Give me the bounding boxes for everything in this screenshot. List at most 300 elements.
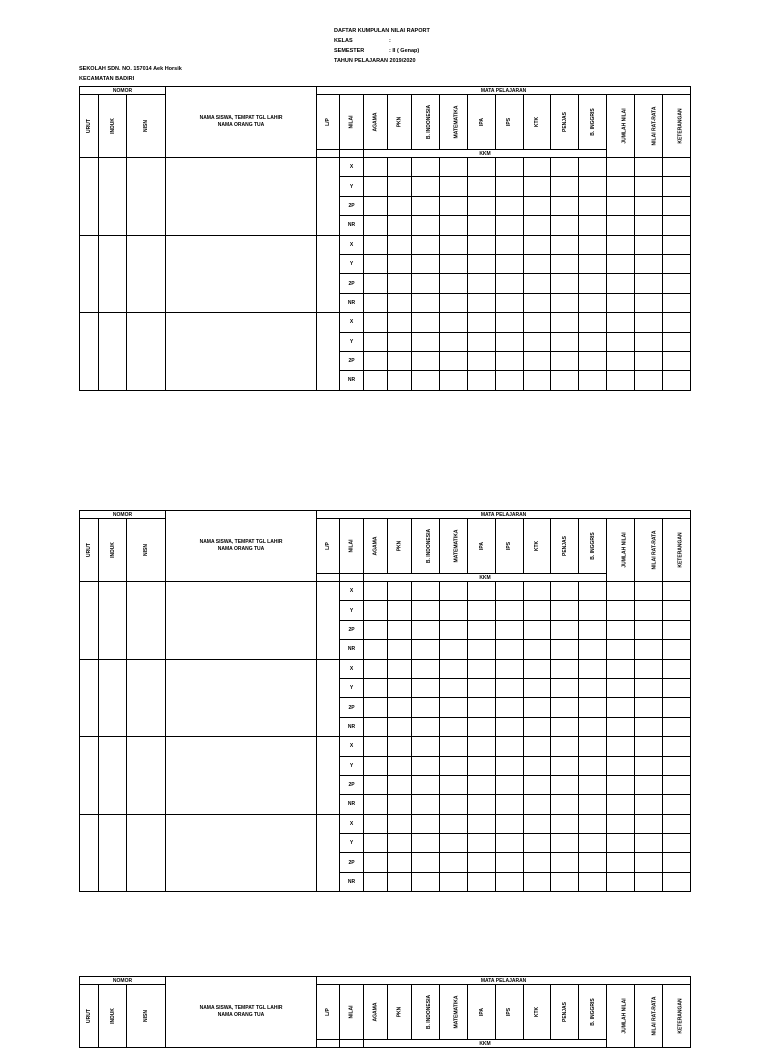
score-cell[interactable] <box>388 351 412 370</box>
score-cell[interactable] <box>468 371 496 390</box>
score-cell[interactable] <box>364 872 388 891</box>
score-cell[interactable] <box>440 293 468 312</box>
score-cell[interactable] <box>607 737 635 756</box>
nama-cell[interactable] <box>166 814 317 892</box>
score-cell[interactable] <box>388 254 412 273</box>
score-cell[interactable] <box>663 775 691 794</box>
score-cell[interactable] <box>607 313 635 332</box>
score-cell[interactable] <box>635 678 663 697</box>
score-cell[interactable] <box>635 293 663 312</box>
score-cell[interactable] <box>468 872 496 891</box>
score-cell[interactable] <box>579 351 607 370</box>
score-cell[interactable] <box>663 601 691 620</box>
score-cell[interactable] <box>496 254 524 273</box>
score-cell[interactable] <box>663 313 691 332</box>
nama-cell[interactable] <box>166 582 317 660</box>
score-cell[interactable] <box>496 293 524 312</box>
score-cell[interactable] <box>635 351 663 370</box>
score-cell[interactable] <box>388 640 412 659</box>
score-cell[interactable] <box>468 659 496 678</box>
score-cell[interactable] <box>388 795 412 814</box>
score-cell[interactable] <box>412 158 440 177</box>
score-cell[interactable] <box>607 254 635 273</box>
score-cell[interactable] <box>524 332 551 351</box>
score-cell[interactable] <box>663 717 691 736</box>
score-cell[interactable] <box>468 254 496 273</box>
score-cell[interactable] <box>496 351 524 370</box>
score-cell[interactable] <box>468 775 496 794</box>
score-cell[interactable] <box>551 834 579 853</box>
score-cell[interactable] <box>440 834 468 853</box>
nisn-cell[interactable] <box>127 158 166 236</box>
score-cell[interactable] <box>635 332 663 351</box>
score-cell[interactable] <box>579 659 607 678</box>
score-cell[interactable] <box>496 795 524 814</box>
score-cell[interactable] <box>412 853 440 872</box>
score-cell[interactable] <box>607 158 635 177</box>
score-cell[interactable] <box>524 795 551 814</box>
score-cell[interactable] <box>579 235 607 254</box>
score-cell[interactable] <box>579 620 607 639</box>
score-cell[interactable] <box>496 814 524 833</box>
induk-cell[interactable] <box>99 313 127 391</box>
score-cell[interactable] <box>412 717 440 736</box>
score-cell[interactable] <box>551 177 579 196</box>
score-cell[interactable] <box>551 814 579 833</box>
score-cell[interactable] <box>496 371 524 390</box>
score-cell[interactable] <box>551 698 579 717</box>
score-cell[interactable] <box>524 872 551 891</box>
score-cell[interactable] <box>388 601 412 620</box>
score-cell[interactable] <box>468 216 496 235</box>
score-cell[interactable] <box>551 678 579 697</box>
score-cell[interactable] <box>412 274 440 293</box>
score-cell[interactable] <box>364 332 388 351</box>
score-cell[interactable] <box>607 371 635 390</box>
score-cell[interactable] <box>468 640 496 659</box>
score-cell[interactable] <box>468 274 496 293</box>
score-cell[interactable] <box>635 371 663 390</box>
score-cell[interactable] <box>412 582 440 601</box>
score-cell[interactable] <box>524 678 551 697</box>
score-cell[interactable] <box>524 775 551 794</box>
score-cell[interactable] <box>524 177 551 196</box>
score-cell[interactable] <box>496 620 524 639</box>
score-cell[interactable] <box>364 737 388 756</box>
nama-cell[interactable] <box>166 158 317 236</box>
score-cell[interactable] <box>412 640 440 659</box>
score-cell[interactable] <box>607 216 635 235</box>
score-cell[interactable] <box>468 601 496 620</box>
score-cell[interactable] <box>663 351 691 370</box>
score-cell[interactable] <box>364 313 388 332</box>
induk-cell[interactable] <box>99 659 127 737</box>
score-cell[interactable] <box>496 756 524 775</box>
score-cell[interactable] <box>468 351 496 370</box>
score-cell[interactable] <box>364 678 388 697</box>
score-cell[interactable] <box>579 853 607 872</box>
score-cell[interactable] <box>388 620 412 639</box>
score-cell[interactable] <box>663 620 691 639</box>
score-cell[interactable] <box>579 814 607 833</box>
score-cell[interactable] <box>551 351 579 370</box>
score-cell[interactable] <box>496 717 524 736</box>
score-cell[interactable] <box>364 640 388 659</box>
score-cell[interactable] <box>551 853 579 872</box>
lp-cell[interactable] <box>317 158 340 236</box>
score-cell[interactable] <box>524 313 551 332</box>
score-cell[interactable] <box>364 293 388 312</box>
score-cell[interactable] <box>412 351 440 370</box>
nama-cell[interactable] <box>166 659 317 737</box>
score-cell[interactable] <box>364 235 388 254</box>
score-cell[interactable] <box>579 640 607 659</box>
score-cell[interactable] <box>663 274 691 293</box>
score-cell[interactable] <box>364 158 388 177</box>
score-cell[interactable] <box>635 158 663 177</box>
score-cell[interactable] <box>579 177 607 196</box>
score-cell[interactable] <box>468 293 496 312</box>
score-cell[interactable] <box>388 177 412 196</box>
score-cell[interactable] <box>496 274 524 293</box>
score-cell[interactable] <box>579 332 607 351</box>
score-cell[interactable] <box>607 775 635 794</box>
score-cell[interactable] <box>551 872 579 891</box>
score-cell[interactable] <box>364 814 388 833</box>
score-cell[interactable] <box>364 216 388 235</box>
score-cell[interactable] <box>364 795 388 814</box>
score-cell[interactable] <box>496 313 524 332</box>
score-cell[interactable] <box>496 775 524 794</box>
score-cell[interactable] <box>607 601 635 620</box>
score-cell[interactable] <box>551 620 579 639</box>
nisn-cell[interactable] <box>127 582 166 660</box>
score-cell[interactable] <box>524 582 551 601</box>
score-cell[interactable] <box>607 834 635 853</box>
score-cell[interactable] <box>635 582 663 601</box>
score-cell[interactable] <box>663 371 691 390</box>
score-cell[interactable] <box>607 582 635 601</box>
score-cell[interactable] <box>388 717 412 736</box>
score-cell[interactable] <box>468 158 496 177</box>
score-cell[interactable] <box>635 775 663 794</box>
score-cell[interactable] <box>579 775 607 794</box>
score-cell[interactable] <box>388 235 412 254</box>
urut-cell[interactable] <box>80 235 99 313</box>
score-cell[interactable] <box>607 814 635 833</box>
score-cell[interactable] <box>468 756 496 775</box>
score-cell[interactable] <box>579 872 607 891</box>
score-cell[interactable] <box>468 717 496 736</box>
score-cell[interactable] <box>607 717 635 736</box>
score-cell[interactable] <box>440 814 468 833</box>
score-cell[interactable] <box>412 313 440 332</box>
induk-cell[interactable] <box>99 814 127 892</box>
score-cell[interactable] <box>412 601 440 620</box>
score-cell[interactable] <box>468 834 496 853</box>
score-cell[interactable] <box>551 216 579 235</box>
score-cell[interactable] <box>607 235 635 254</box>
score-cell[interactable] <box>496 177 524 196</box>
score-cell[interactable] <box>663 678 691 697</box>
score-cell[interactable] <box>388 853 412 872</box>
score-cell[interactable] <box>412 371 440 390</box>
score-cell[interactable] <box>388 775 412 794</box>
score-cell[interactable] <box>440 795 468 814</box>
score-cell[interactable] <box>496 698 524 717</box>
score-cell[interactable] <box>364 775 388 794</box>
score-cell[interactable] <box>635 659 663 678</box>
score-cell[interactable] <box>440 775 468 794</box>
urut-cell[interactable] <box>80 814 99 892</box>
score-cell[interactable] <box>468 737 496 756</box>
induk-cell[interactable] <box>99 235 127 313</box>
nama-cell[interactable] <box>166 235 317 313</box>
score-cell[interactable] <box>607 678 635 697</box>
score-cell[interactable] <box>364 371 388 390</box>
lp-cell[interactable] <box>317 582 340 660</box>
score-cell[interactable] <box>551 795 579 814</box>
nisn-cell[interactable] <box>127 814 166 892</box>
lp-cell[interactable] <box>317 737 340 815</box>
score-cell[interactable] <box>468 582 496 601</box>
score-cell[interactable] <box>412 177 440 196</box>
score-cell[interactable] <box>663 254 691 273</box>
score-cell[interactable] <box>579 698 607 717</box>
score-cell[interactable] <box>468 814 496 833</box>
score-cell[interactable] <box>388 313 412 332</box>
score-cell[interactable] <box>496 853 524 872</box>
score-cell[interactable] <box>635 737 663 756</box>
score-cell[interactable] <box>607 659 635 678</box>
score-cell[interactable] <box>579 737 607 756</box>
score-cell[interactable] <box>551 659 579 678</box>
score-cell[interactable] <box>412 235 440 254</box>
score-cell[interactable] <box>579 678 607 697</box>
score-cell[interactable] <box>468 177 496 196</box>
score-cell[interactable] <box>440 371 468 390</box>
score-cell[interactable] <box>440 659 468 678</box>
score-cell[interactable] <box>607 872 635 891</box>
score-cell[interactable] <box>551 274 579 293</box>
score-cell[interactable] <box>635 274 663 293</box>
score-cell[interactable] <box>440 582 468 601</box>
score-cell[interactable] <box>579 293 607 312</box>
score-cell[interactable] <box>524 216 551 235</box>
score-cell[interactable] <box>468 235 496 254</box>
score-cell[interactable] <box>412 834 440 853</box>
score-cell[interactable] <box>607 274 635 293</box>
score-cell[interactable] <box>388 293 412 312</box>
score-cell[interactable] <box>440 332 468 351</box>
score-cell[interactable] <box>440 678 468 697</box>
score-cell[interactable] <box>551 235 579 254</box>
lp-cell[interactable] <box>317 659 340 737</box>
score-cell[interactable] <box>663 756 691 775</box>
score-cell[interactable] <box>440 640 468 659</box>
score-cell[interactable] <box>440 737 468 756</box>
score-cell[interactable] <box>635 814 663 833</box>
score-cell[interactable] <box>364 351 388 370</box>
score-cell[interactable] <box>551 737 579 756</box>
score-cell[interactable] <box>388 834 412 853</box>
score-cell[interactable] <box>468 313 496 332</box>
score-cell[interactable] <box>635 872 663 891</box>
score-cell[interactable] <box>496 582 524 601</box>
score-cell[interactable] <box>388 582 412 601</box>
score-cell[interactable] <box>412 872 440 891</box>
induk-cell[interactable] <box>99 158 127 236</box>
score-cell[interactable] <box>635 620 663 639</box>
score-cell[interactable] <box>579 582 607 601</box>
score-cell[interactable] <box>551 332 579 351</box>
score-cell[interactable] <box>607 640 635 659</box>
score-cell[interactable] <box>635 177 663 196</box>
score-cell[interactable] <box>468 698 496 717</box>
score-cell[interactable] <box>440 853 468 872</box>
score-cell[interactable] <box>496 196 524 215</box>
score-cell[interactable] <box>524 293 551 312</box>
score-cell[interactable] <box>440 177 468 196</box>
score-cell[interactable] <box>524 834 551 853</box>
score-cell[interactable] <box>579 254 607 273</box>
score-cell[interactable] <box>607 853 635 872</box>
score-cell[interactable] <box>496 158 524 177</box>
score-cell[interactable] <box>607 795 635 814</box>
score-cell[interactable] <box>364 274 388 293</box>
score-cell[interactable] <box>468 196 496 215</box>
score-cell[interactable] <box>579 216 607 235</box>
induk-cell[interactable] <box>99 737 127 815</box>
score-cell[interactable] <box>663 698 691 717</box>
score-cell[interactable] <box>412 659 440 678</box>
score-cell[interactable] <box>607 293 635 312</box>
score-cell[interactable] <box>496 678 524 697</box>
score-cell[interactable] <box>579 601 607 620</box>
nisn-cell[interactable] <box>127 313 166 391</box>
score-cell[interactable] <box>635 756 663 775</box>
score-cell[interactable] <box>440 601 468 620</box>
score-cell[interactable] <box>496 216 524 235</box>
score-cell[interactable] <box>551 756 579 775</box>
score-cell[interactable] <box>524 717 551 736</box>
score-cell[interactable] <box>551 196 579 215</box>
score-cell[interactable] <box>440 717 468 736</box>
score-cell[interactable] <box>635 196 663 215</box>
score-cell[interactable] <box>364 254 388 273</box>
score-cell[interactable] <box>524 274 551 293</box>
score-cell[interactable] <box>388 216 412 235</box>
score-cell[interactable] <box>496 332 524 351</box>
score-cell[interactable] <box>663 659 691 678</box>
score-cell[interactable] <box>551 717 579 736</box>
score-cell[interactable] <box>635 216 663 235</box>
score-cell[interactable] <box>663 196 691 215</box>
score-cell[interactable] <box>663 834 691 853</box>
score-cell[interactable] <box>364 834 388 853</box>
score-cell[interactable] <box>412 254 440 273</box>
score-cell[interactable] <box>364 717 388 736</box>
score-cell[interactable] <box>579 313 607 332</box>
score-cell[interactable] <box>524 351 551 370</box>
score-cell[interactable] <box>579 756 607 775</box>
score-cell[interactable] <box>412 775 440 794</box>
score-cell[interactable] <box>440 351 468 370</box>
score-cell[interactable] <box>412 737 440 756</box>
urut-cell[interactable] <box>80 659 99 737</box>
score-cell[interactable] <box>388 698 412 717</box>
score-cell[interactable] <box>663 177 691 196</box>
score-cell[interactable] <box>440 274 468 293</box>
score-cell[interactable] <box>412 332 440 351</box>
score-cell[interactable] <box>440 216 468 235</box>
score-cell[interactable] <box>607 351 635 370</box>
score-cell[interactable] <box>388 678 412 697</box>
score-cell[interactable] <box>635 795 663 814</box>
score-cell[interactable] <box>635 698 663 717</box>
score-cell[interactable] <box>440 196 468 215</box>
score-cell[interactable] <box>551 640 579 659</box>
score-cell[interactable] <box>607 620 635 639</box>
score-cell[interactable] <box>388 158 412 177</box>
score-cell[interactable] <box>524 620 551 639</box>
score-cell[interactable] <box>364 582 388 601</box>
lp-cell[interactable] <box>317 814 340 892</box>
score-cell[interactable] <box>412 196 440 215</box>
score-cell[interactable] <box>364 196 388 215</box>
score-cell[interactable] <box>364 620 388 639</box>
score-cell[interactable] <box>440 872 468 891</box>
nisn-cell[interactable] <box>127 737 166 815</box>
score-cell[interactable] <box>388 196 412 215</box>
score-cell[interactable] <box>663 235 691 254</box>
urut-cell[interactable] <box>80 313 99 391</box>
score-cell[interactable] <box>440 698 468 717</box>
score-cell[interactable] <box>663 582 691 601</box>
urut-cell[interactable] <box>80 737 99 815</box>
score-cell[interactable] <box>524 698 551 717</box>
score-cell[interactable] <box>524 196 551 215</box>
score-cell[interactable] <box>551 601 579 620</box>
score-cell[interactable] <box>524 371 551 390</box>
induk-cell[interactable] <box>99 582 127 660</box>
score-cell[interactable] <box>551 313 579 332</box>
score-cell[interactable] <box>364 853 388 872</box>
score-cell[interactable] <box>663 814 691 833</box>
score-cell[interactable] <box>635 254 663 273</box>
score-cell[interactable] <box>607 332 635 351</box>
score-cell[interactable] <box>607 196 635 215</box>
score-cell[interactable] <box>635 313 663 332</box>
score-cell[interactable] <box>663 293 691 312</box>
score-cell[interactable] <box>524 756 551 775</box>
score-cell[interactable] <box>663 332 691 351</box>
score-cell[interactable] <box>440 254 468 273</box>
score-cell[interactable] <box>551 293 579 312</box>
lp-cell[interactable] <box>317 313 340 391</box>
lp-cell[interactable] <box>317 235 340 313</box>
score-cell[interactable] <box>496 737 524 756</box>
score-cell[interactable] <box>524 659 551 678</box>
score-cell[interactable] <box>524 640 551 659</box>
score-cell[interactable] <box>579 717 607 736</box>
score-cell[interactable] <box>551 371 579 390</box>
nisn-cell[interactable] <box>127 235 166 313</box>
score-cell[interactable] <box>524 601 551 620</box>
score-cell[interactable] <box>388 371 412 390</box>
score-cell[interactable] <box>635 601 663 620</box>
score-cell[interactable] <box>468 853 496 872</box>
